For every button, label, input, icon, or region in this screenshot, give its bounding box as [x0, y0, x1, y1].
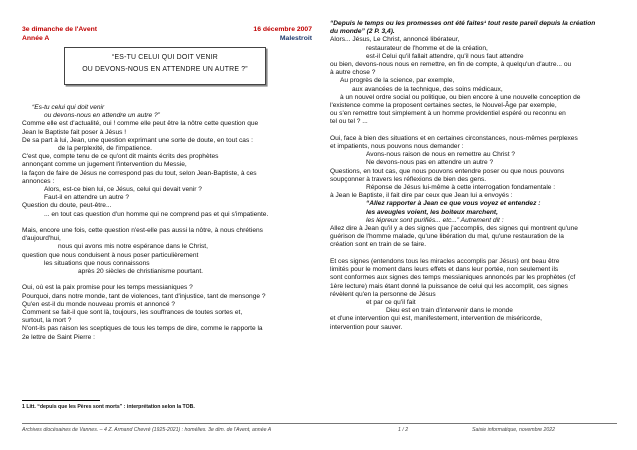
left-text-line: Pourquoi, dans notre monde, tant de violences, tant d'injustice, tant de mensonge ?: [22, 292, 266, 300]
left-text-line: de la perplexité, de l'impatience.: [58, 145, 152, 153]
right-text-line: du monde” (2 P. 3,4).: [330, 28, 395, 36]
left-text-line: annonçant comme un jugement l'intervention du Messie,: [22, 161, 187, 169]
right-text-line: tel ou tel ? ...: [330, 118, 368, 126]
right-text-line: guérison de l'homme malade, qu'une libération du mal, qu'une restauration de la: [330, 233, 564, 241]
sunday-label: 3e dimanche de l'Avent: [22, 26, 98, 33]
left-text-line: annonces :: [22, 177, 55, 185]
right-text-line: à un nouvel ordre social ou politique, ou bien encore à une nouvelle conception de: [340, 93, 581, 101]
date-label: 16 décembre 2007: [253, 26, 312, 33]
right-text-line: “Depuis le temps ou les promesses ont été faites¹ tout reste pareil depuis la création: [330, 20, 596, 27]
right-text-line: et impatients, nous pouvons nous demander :: [330, 143, 464, 151]
right-text-line: révèlent qu'en la personne de Jésus: [330, 290, 436, 298]
left-text-line: 2e lettre de Saint Pierre :: [22, 333, 95, 341]
title-line-2: OU DEVONS-NOUS EN ATTENDRE UN AUTRE ?”: [82, 66, 248, 73]
right-text-line: sont conformes aux signes des temps messianiques annoncés par les prophètes (cf: [330, 274, 576, 282]
left-text-line: question que nous conduisent à nous poser particulièrement: [22, 251, 199, 259]
left-text-line: Qu'en est-il du monde nouveau promis et annoncé ?: [22, 300, 176, 308]
left-text-line: la façon de faire de Jésus ne correspond pas du tout, selon Jean-Baptiste, à ces: [22, 169, 257, 177]
left-text-line: Oui, où est la paix promise pour les temps messianiques ?: [22, 284, 193, 292]
right-text-line: création sont en train de se faire.: [330, 241, 427, 249]
left-text-line: Question du doute, peut-être...: [22, 202, 112, 210]
right-text-line: les aveugles voient, les boiteux marchent,: [366, 208, 498, 216]
right-text-line: Ne devons-nous pas en attendre un autre ?: [366, 159, 494, 167]
left-text-line: nous qui avons mis notre espérance dans le Christ,: [58, 243, 208, 251]
left-text-line: Alors, est-ce bien lui, ce Jésus, celui qui devait venir ?: [44, 186, 202, 194]
right-text-line: [330, 250, 622, 258]
right-text-line: aux avancées de la technique, des soins médicaux,: [352, 85, 503, 93]
right-text-line: est-il Celui qu'il fallait attendre, qu'il nous faut attendre: [366, 52, 524, 60]
left-text-line: d'aujourd'hui,: [22, 235, 61, 243]
right-text-line: Au progrès de la science, par exemple,: [340, 77, 455, 85]
right-text-line: à autre chose ?: [330, 69, 376, 77]
left-text-line: les situations que nous connaissons: [44, 259, 150, 267]
left-text-line: ou devons-nous en attendre un autre ?”: [44, 112, 160, 120]
footer-source: Archives diocésaines de Vannes. – 4 Z. Armand Chevré (1925-2021) : homélies. 3e dim. de l'Avent, année A: [22, 427, 272, 433]
right-text-line: restaurateur de l'homme et de la création,: [366, 44, 488, 52]
left-text-line: De sa part à lui, Jean, une question exprimant une sorte de doute, en tout cas :: [22, 136, 253, 144]
right-text-line: 1ère lecture) mais étant donné la puissance de celui qui les accomplit, ces signes: [330, 282, 568, 290]
right-column: [330, 20, 622, 332]
footnote: 1 Litt. “depuis que les Pères sont morts” : interprétation selon la TOB.: [22, 404, 195, 410]
left-text-line: [22, 219, 312, 227]
right-text-line: limités pour le moment dans leurs effets et dans leur portée, non seulement ils: [330, 266, 559, 274]
left-text-line: C'est que, compte tenu de ce qu'ont dit maints écrits des prophètes: [22, 153, 219, 161]
left-text-line: Jean le Baptiste fait poser à Jésus !: [22, 128, 127, 136]
right-text-line: Alors... Jésus, Le Christ, annoncé libérateur,: [330, 36, 460, 44]
right-text-line: Dieu est en train d'intervenir dans le monde: [386, 307, 513, 315]
footer-entry-date: Saisie informatique, novembre 2022: [472, 427, 556, 433]
right-text-line: Et ces signes (entendons tous les miracles accomplis par Jésus) ont beau être: [330, 257, 560, 265]
title-box: [64, 47, 266, 85]
header-right: [222, 26, 312, 43]
left-text-line: Comment se fait-il que sont là, toujours, les souffrances de toutes sortes et,: [22, 309, 243, 317]
right-text-line: les lépreux sont purifiés... etc...” Autrement dit :: [366, 216, 504, 224]
right-text-line: Allez dire à Jean qu'il y a des signes que j'accomplis, des signes qui montrent qu'une: [330, 225, 578, 233]
right-text-line: Oui, face à bien des situations et en certaines circonstances, nous-mêmes perplexes: [330, 134, 578, 142]
right-text-line: à Jean le Baptiste, il fait dire par ceux que Jean lui a envoyés :: [330, 192, 513, 200]
left-text-line: Faut-il en attendre un autre ?: [44, 194, 130, 202]
left-text-line: “Es-tu celui qui doit venir: [32, 104, 105, 111]
left-text-line: [22, 276, 312, 284]
left-text-line: après 20 siècles de christianisme pourtant.: [78, 268, 203, 276]
year-label: Année A: [22, 34, 50, 42]
footnote-rule: [22, 400, 100, 401]
left-text-line: surtout, la mort ?: [22, 317, 72, 325]
right-text-line: l'existence comme la proposent certaines sectes, le Nouvel-Âge par exemple,: [330, 102, 557, 110]
right-text-line: soupçonner à travers les réflexions de bien des gens.: [330, 175, 487, 183]
place-label: Malestroit: [279, 34, 312, 42]
right-text-line: intervention pour sauver.: [330, 323, 403, 331]
right-text-line: [330, 127, 622, 135]
left-text-line: N'ont-ils pas raison les sceptiques de tous les temps de dire, comme le rapporte la: [22, 325, 263, 333]
header-left: [22, 26, 97, 43]
left-text-line: ... en tout cas question d'un homme qui ne comprend pas et qui s'impatiente.: [44, 210, 269, 218]
left-column: [22, 104, 312, 342]
footer-page-number: 1 / 2: [398, 427, 409, 433]
right-text-line: Questions, en tout cas, que nous pouvons entendre poser ou que nous pouvons: [330, 167, 565, 175]
right-text-line: Réponse de Jésus lui-même à cette interrogation fondamentale :: [366, 184, 556, 192]
title-line-1: “ES-TU CELUI QUI DOIT VENIR: [112, 54, 218, 61]
right-text-line: et par ce qu'il fait: [366, 298, 416, 306]
left-text-line: Comme elle est d'actualité, oui ! comme elle peut être la nôtre cette question que: [22, 120, 259, 128]
right-text-line: “Allez rapporter à Jean ce que vous voyez et entendez :: [366, 200, 541, 208]
left-text-line: Mais, encore une fois, cette question n'est-elle pas aussi la nôtre, à nous chrétiens: [22, 227, 263, 235]
right-text-line: ou bien, devons-nous nous en remettre, en fin de compte, à quelqu'un d'autre... ou: [330, 61, 572, 69]
right-text-line: ou s'en remettre tout simplement à un homme providentiel espéré ou reconnu en: [330, 110, 566, 118]
page-footer: [22, 423, 617, 433]
right-text-line: et d'une intervention qui est, manifestement, intervention de miséricorde,: [330, 315, 543, 323]
right-text-line: Avons-nous raison de nous en remettre au Christ ?: [366, 151, 516, 159]
